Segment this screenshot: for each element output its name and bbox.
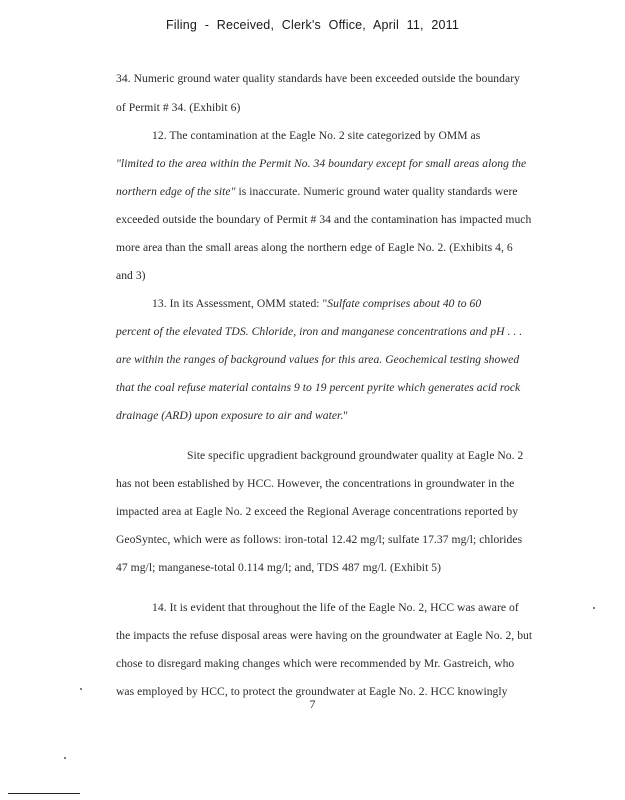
italic-quote: drainage (ARD) upon exposure to air and water. bbox=[116, 409, 344, 422]
text-line: are within the ranges of background values for this area. Geochemical testing showed bbox=[116, 353, 520, 366]
text-line: and 3) bbox=[116, 269, 146, 282]
scan-speck bbox=[80, 688, 82, 690]
paragraph-site-specific-start: Site specific upgradient background groundwater quality at Eagle No. 2 bbox=[187, 449, 524, 462]
text-line: more area than the small areas along the northern edge of Eagle No. 2. (Exhibits 4, 6 bbox=[116, 241, 513, 254]
text-line: 47 mg/l; manganese-total 0.114 mg/l; and, TDS 487 mg/l. (Exhibit 5) bbox=[116, 561, 442, 574]
text-span: is inaccurate. Numeric ground water quality standards were bbox=[235, 185, 518, 198]
text-line: the impacts the refuse disposal areas were having on the groundwater at Eagle No. 2, but bbox=[116, 629, 533, 642]
text-line: has not been established by HCC. However, the concentrations in groundwater in the bbox=[116, 477, 515, 490]
text-line: GeoSyntec, which were as follows: iron-total 12.42 mg/l; sulfate 17.37 mg/l; chlorides bbox=[116, 533, 523, 546]
footnote-separator bbox=[8, 793, 80, 794]
page-number: 7 bbox=[309, 697, 316, 711]
text-line: 34. Numeric ground water quality standards have been exceeded outside the boundary bbox=[116, 72, 520, 85]
italic-quote: Sulfate comprises about 40 to 60 bbox=[327, 297, 482, 310]
text-line: exceeded outside the boundary of Permit # 34 and the contamination has impacted much bbox=[116, 213, 532, 226]
text-line: of Permit # 34. (Exhibit 6) bbox=[116, 101, 241, 114]
text-line: "limited to the area within the Permit No. 34 boundary except for small areas along the bbox=[116, 157, 527, 170]
italic-quote: northern edge of the site" bbox=[116, 185, 236, 198]
text-span: " bbox=[343, 409, 349, 422]
text-line: impacted area at Eagle No. 2 exceed the Regional Average concentrations reported by bbox=[116, 505, 519, 518]
paragraph-12-start: 12. The contamination at the Eagle No. 2 site categorized by OMM as bbox=[152, 129, 481, 142]
text-line: that the coal refuse material contains 9 to 19 percent pyrite which generates acid rock bbox=[116, 381, 521, 394]
scan-speck bbox=[64, 757, 66, 759]
text-line: percent of the elevated TDS. Chloride, iron and manganese concentrations and pH . . . bbox=[116, 325, 523, 338]
text-span: 13. In its Assessment, OMM stated: " bbox=[152, 297, 328, 310]
paragraph-14-start: 14. It is evident that throughout the life of the Eagle No. 2, HCC was aware of bbox=[152, 601, 519, 614]
filing-header: Filing - Received, Clerk's Office, April 11, 2011 bbox=[165, 18, 460, 32]
text-line: was employed by HCC, to protect the groundwater at Eagle No. 2. HCC knowingly bbox=[116, 685, 508, 698]
text-line bbox=[116, 185, 546, 198]
scan-speck bbox=[593, 607, 595, 609]
text-line: chose to disregard making changes which were recommended by Mr. Gastreich, who bbox=[116, 657, 515, 670]
paragraph-13-start bbox=[152, 297, 582, 310]
text-line bbox=[116, 409, 546, 422]
